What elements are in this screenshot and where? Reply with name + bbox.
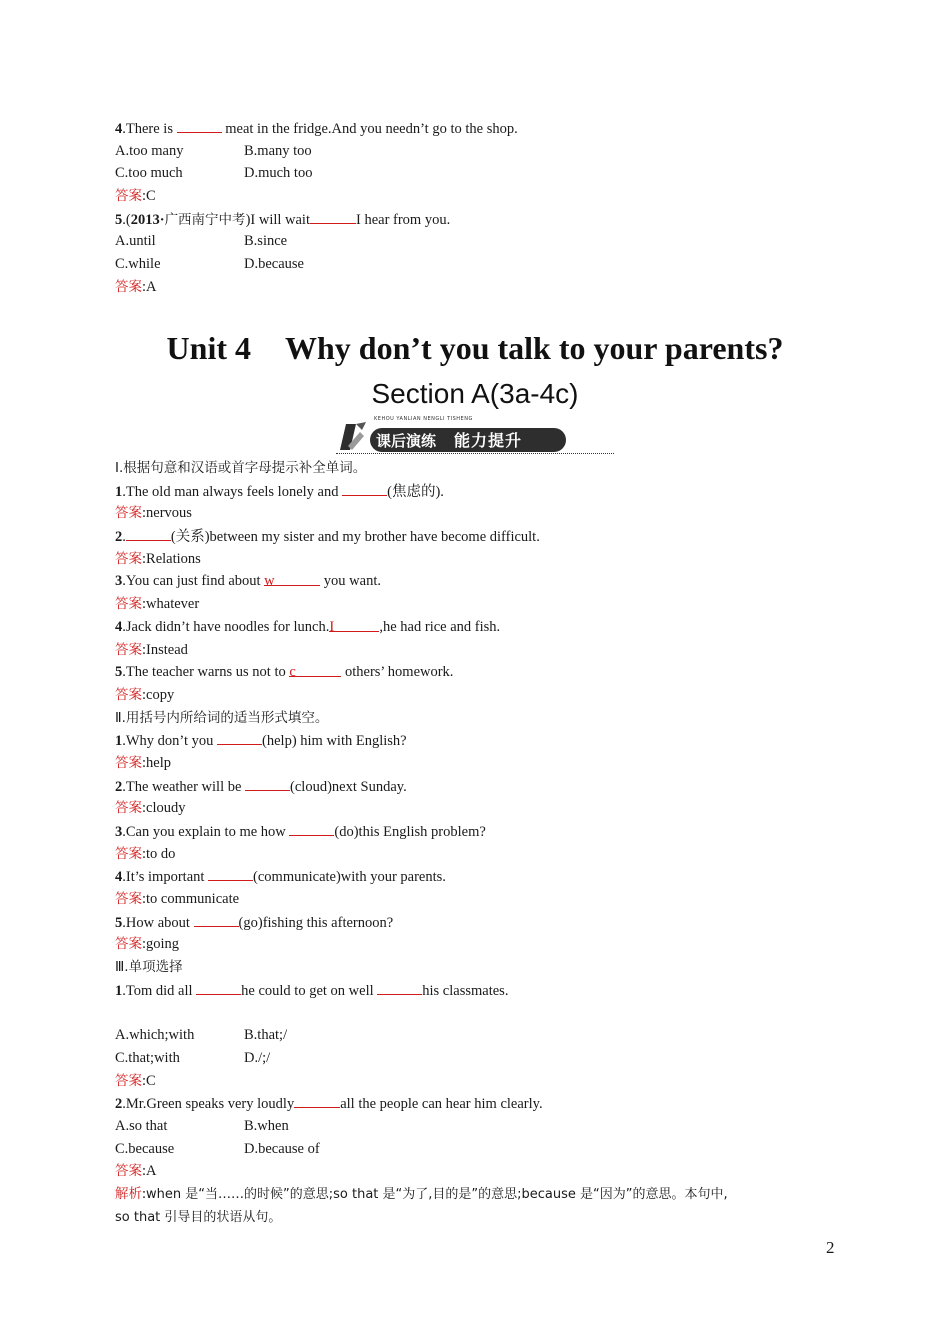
page-number: 2 <box>826 1238 835 1257</box>
p1-question-1: 1.The old man always feels lonely and (焦虑的). <box>115 480 835 503</box>
exercise-banner <box>336 414 614 456</box>
answer-blank <box>126 525 171 541</box>
banner-caption: KEHOU YANLIAN NENGLI TISHENG <box>374 416 473 422</box>
answer-blank <box>294 1092 340 1108</box>
question-4: 4.There is meat in the fridge.And you needn’t go to the shop. <box>115 117 835 140</box>
answer-blank: I <box>329 616 379 632</box>
p1-question-2: 2. (关系)between my sister and my brother have become difficult. <box>115 525 835 548</box>
answer-line: 答案:whatever <box>115 596 200 613</box>
banner-title-1: 课后演练 <box>376 432 437 450</box>
answer-line: 答案:A <box>115 278 157 295</box>
p1-question-5: 5.The teacher warns us not to c others’ homework. <box>115 661 835 684</box>
analysis-line-2: so that 引导目的状语从句。 <box>115 1209 282 1225</box>
options-row: A.which;with B.that;/ <box>115 1027 288 1044</box>
unit-title: Unit 4 Why don’t you talk to your parents? <box>166 330 784 366</box>
answer-line: 答案:C <box>115 1072 156 1089</box>
banner-title-2: 能力提升 <box>454 431 523 450</box>
spacer <box>115 1002 835 1025</box>
answer-blank: c <box>289 661 341 677</box>
section-title: Section A(3a-4c) <box>371 378 579 409</box>
p2-question-1: 1.Why don’t you (help) him with English? <box>115 729 835 752</box>
answer-blank <box>217 729 262 745</box>
answer-line: 答案:to communicate <box>115 891 240 908</box>
p3-question-2: 2.Mr.Green speaks very loudly all the people can hear him clearly. <box>115 1092 835 1115</box>
answer-blank <box>177 117 222 133</box>
analysis-line: 解析:when 是“当……的时候”的意思;so that 是“为了,目的是”的意思;because 是“因为”的意思。本句中, <box>115 1186 728 1202</box>
answer-line: 答案:going <box>115 936 180 953</box>
answer-line: 答案:C <box>115 188 156 205</box>
answer-blank <box>377 979 422 995</box>
bookmark-logo-icon <box>336 418 372 454</box>
p1-question-4: 4.Jack didn’t have noodles for lunch.I ,he had rice and fish. <box>115 616 835 639</box>
p2-question-5: 5.How about (go)fishing this afternoon? <box>115 911 835 934</box>
p2-question-2: 2.The weather will be (cloud)next Sunday. <box>115 775 835 798</box>
answer-blank <box>245 775 290 791</box>
answer-blank <box>289 820 334 836</box>
answer-line: 答案:help <box>115 754 171 771</box>
answer-line: 答案:nervous <box>115 505 192 522</box>
question-5: 5.(2013·广西南宁中考)I will wait I hear from you. <box>115 208 835 231</box>
options-row: C.because D.because of <box>115 1140 320 1157</box>
options-row: C.that;with D./;/ <box>115 1049 271 1066</box>
answer-line: 答案:Relations <box>115 550 201 567</box>
options-row: A.until B.since <box>115 233 288 250</box>
answer-line: 答案:Instead <box>115 641 188 658</box>
p1-question-3: 3.You can just find about w you want. <box>115 570 835 593</box>
answer-blank <box>194 911 239 927</box>
p3-question-1: 1.Tom did all he could to get on well his classmates. <box>115 979 835 1002</box>
answer-line: 答案:to do <box>115 845 176 862</box>
answer-blank <box>208 865 253 881</box>
part2-heading: Ⅱ.用括号内所给词的适当形式填空。 <box>115 709 329 726</box>
exercises <box>115 457 835 1228</box>
answer-blank <box>196 979 241 995</box>
p2-question-4: 4.It’s important (communicate)with your parents. <box>115 865 835 888</box>
options-row: A.too many B.many too <box>115 142 312 159</box>
part1-heading: Ⅰ.根据句意和汉语或首字母提示补全单词。 <box>115 460 367 476</box>
answer-blank: w <box>264 570 320 586</box>
answer-blank <box>342 480 387 496</box>
answer-line: 答案:copy <box>115 686 175 703</box>
dotted-divider <box>336 453 614 454</box>
top-questions <box>115 117 835 299</box>
options-row: C.while D.because <box>115 256 304 273</box>
options-row: C.too much D.much too <box>115 165 313 182</box>
answer-line: 答案:cloudy <box>115 800 186 817</box>
p2-question-3: 3.Can you explain to me how (do)this English problem? <box>115 820 835 843</box>
part3-heading: Ⅲ.单项选择 <box>115 959 183 976</box>
answer-line: 答案:A <box>115 1163 157 1180</box>
answer-blank <box>310 208 356 224</box>
options-row: A.so that B.when <box>115 1117 289 1134</box>
